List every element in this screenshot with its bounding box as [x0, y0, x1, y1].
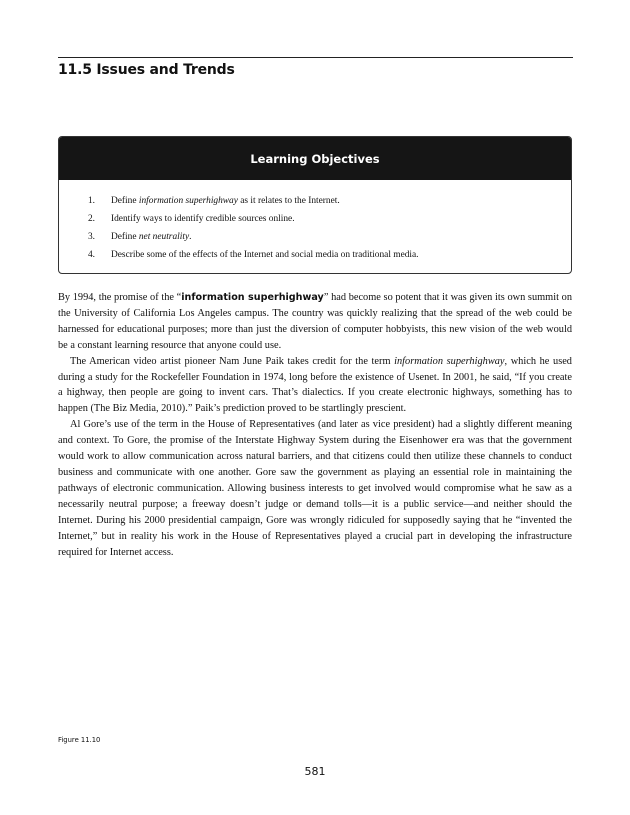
header-rule	[58, 57, 573, 58]
objective-item	[59, 228, 571, 246]
objective-text: Define information superhighway as it relates to the Internet.	[111, 196, 340, 206]
objective-item	[59, 192, 571, 210]
objective-item	[59, 210, 571, 228]
objective-text: Describe some of the effects of the Internet and social media on traditional media.	[111, 250, 419, 260]
page-number: 581	[304, 765, 326, 778]
objective-number: 3.	[87, 232, 95, 242]
paragraph-2: The American video artist pioneer Nam June Paik takes credit for the term information superhighway, which he used during a study for the Rockefeller Foundation in 1974, long before the existence of Usenet. In 2001, he said, “If you create a highway, then people are going to invent cars. That’s dialectics. If you create electronic highways, something has to happen (The Biz Media, 2010).” Paik’s prediction proved to be startlingly prescient.	[58, 355, 572, 415]
objectives-list	[59, 180, 571, 264]
objective-number: 2.	[87, 214, 95, 224]
objective-text: Define net neutrality.	[111, 232, 192, 242]
body-text	[58, 290, 572, 560]
objective-number: 1.	[87, 196, 95, 206]
figure-caption: Figure 11.10	[58, 736, 101, 744]
objective-item	[59, 246, 571, 264]
objective-text: Identify ways to identify credible sources online.	[111, 214, 295, 224]
learning-objectives-box	[58, 136, 572, 274]
objective-number: 4.	[87, 250, 95, 260]
learning-objectives-title: Learning Objectives	[59, 137, 571, 180]
key-term[interactable]: information superhighway	[181, 292, 324, 303]
paragraph-1: By 1994, the promise of the “information superhighway” had become so potent that it was given its own summit on the University of California Los Angeles campus. The country was quickly realizing that the spread of the web could be harnessed for educational purposes; more than just the diversion of computer hobbyists, this new vision of the web would be a constant learning resource that anyone could use.	[58, 292, 572, 351]
paragraph-3: Al Gore’s use of the term in the House of Representatives (and later as vice president) had a slightly different meaning and context. To Gore, the promise of the Interstate Highway System during the Eisenhower era was that the government would work to allow communication across natural barriers, and that citizens could then utilize these channels to conduct business and communicate with one another. Gore saw the government as playing an essential role in maintaining the pathways of electronic communication. Allowing business interests to get involved would compromise what he saw as a necessarily neutral purpose; a freeway doesn’t judge or demand tolls—it is a public service—and neither should the Internet. During his 2000 presidential campaign, Gore was wrongly ridiculed for supposedly saying that he “invented the Internet,” but in reality his work in the House of Representatives played a crucial part in developing the infrastructure required for Internet access.	[58, 419, 572, 558]
section-title: 11.5 Issues and Trends	[58, 62, 235, 78]
